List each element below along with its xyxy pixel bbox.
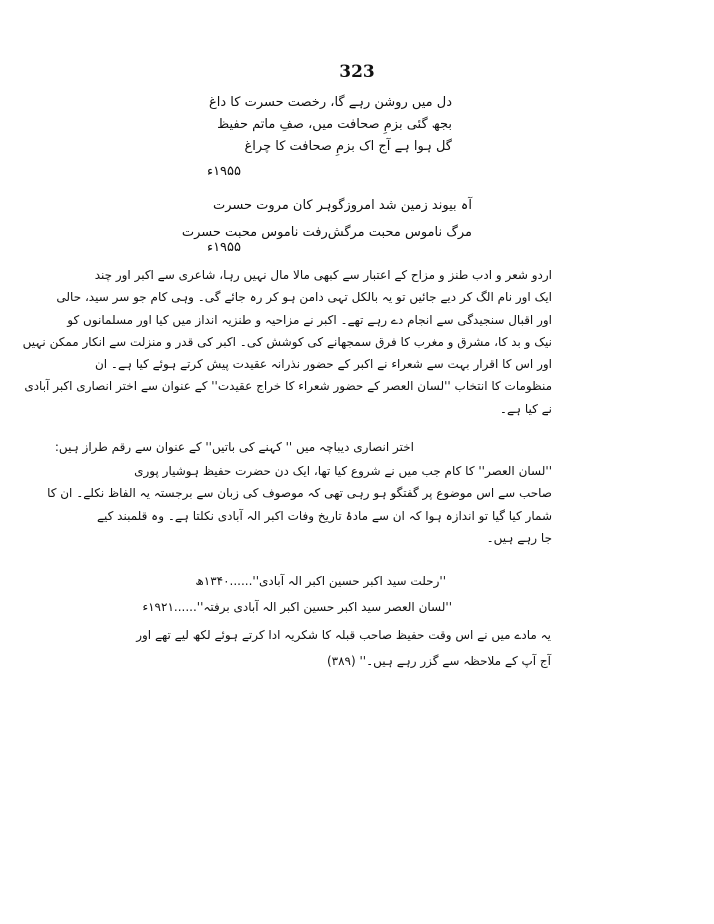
intro-line: اختر انصاری دیباچہ میں '' کہنے کی باتیں'' کے عنوان سے رقم طراز ہیں:: [54, 440, 414, 454]
couplet-date: ۱۹۵۵ء: [206, 240, 241, 255]
couplet-row: [181, 219, 472, 246]
poem-line: دل میں روشن رہے گا، رخصت حسرت کا داغ: [209, 95, 452, 110]
page-number: 323: [339, 62, 375, 82]
chronogram-line: ''لسان العصر سید اکبر حسین اکبر الہ آبادی برفتہ''......۱۹۲۱ء: [142, 600, 452, 614]
paragraph-line: اردو شعر و ادب طنز و مزاح کے اعتبار سے کبھی مالا مال نہیں رہا، شاعری سے اکبر اور چند: [94, 268, 552, 282]
closing-line: یہ مادے میں نے اس وقت حفیظ صاحب قبلہ کا شکریہ ادا کرتے ہوئے لکھ لیے تھے اور: [136, 628, 551, 642]
closing-line: آج آپ کے ملاحظہ سے گزر رہے ہیں۔'' (۳۸۹): [326, 654, 551, 668]
hemistich: گوہر کان مروت حسرت: [212, 198, 345, 213]
couplet-row: [212, 192, 472, 219]
paragraph-line: ''لسان العصر'' کا کام جب میں نے شروع کیا تھا، ایک دن حضرت حفیظ ہوشیار پوری: [134, 464, 552, 478]
hemistich: رفت ناموس محبت حسرت: [181, 225, 328, 240]
paragraph-line: اور اقبال سنجیدگی سے انجام دے رہے تھے۔ اکبر نے مزاحیہ و طنزیہ انداز میں کیا اور مسلمانوں کو: [67, 312, 552, 327]
hemistich: مرگ ناموس محبت مرگش: [327, 225, 472, 240]
paragraph-line: شمار کیا گیا تو اندازہ ہوا کہ ان سے مادۂ تاریخ وفات اکبر الہ آبادی نکلتا ہے۔ وہ قلمبند کیے: [97, 508, 552, 523]
paragraph-line: صاحب سے اس موضوع پر گفتگو ہو رہی تھی کہ موصوف کی زبان سے برجستہ یہ الفاظ نکلے۔ ان کا: [47, 486, 552, 501]
quoted-paragraph: [47, 460, 552, 549]
chronogram-line: ''رحلت سید اکبر حسین اکبر الہ آبادی''......۱۳۴۰ھ: [195, 574, 446, 588]
paragraph-line: نے کیا ہے۔: [499, 401, 552, 416]
poem-line: بجھ گئی بزمِ صحافت میں، صفِ ماتم حفیظ: [217, 117, 452, 132]
body-paragraph: [22, 264, 552, 420]
paragraph-line: منظومات کا انتخاب ''لسان العصر کے حضور شعراء کا خراج عقیدت'' کے عنوان سے اختر انصاری اکبر آبادی: [24, 379, 552, 394]
paragraph-line: نیک و بد کا، مشرق و مغرب کا فرق سمجھانے کی کوشش کی۔ اکبر کی قدر و منزلت سے انکار ممکن نہیں: [22, 334, 552, 349]
hemistich: آہ بیوند زمین شد امروز: [344, 198, 472, 213]
paragraph-line: ایک اور نام الگ کر دیے جائیں تو یہ بالکل تہی دامن ہو کر رہ جائے گی۔ وہی کام جو سر سید، حالی: [56, 290, 552, 305]
poem-stanza: [209, 92, 452, 158]
poem-line: گل ہوا ہے آج اک بزمِ صحافت کا چراغ: [244, 139, 452, 154]
persian-couplet: [181, 192, 472, 246]
paragraph-line: جا رہے ہیں۔: [486, 530, 552, 545]
poem-date: ۱۹۵۵ء: [206, 164, 241, 179]
paragraph-line: اور اس کا اقرار بہت سے شعراء نے اکبر کے حضور نذرانہ عقیدت پیش کرتے ہوئے کیا ہے۔ ان: [94, 357, 552, 372]
